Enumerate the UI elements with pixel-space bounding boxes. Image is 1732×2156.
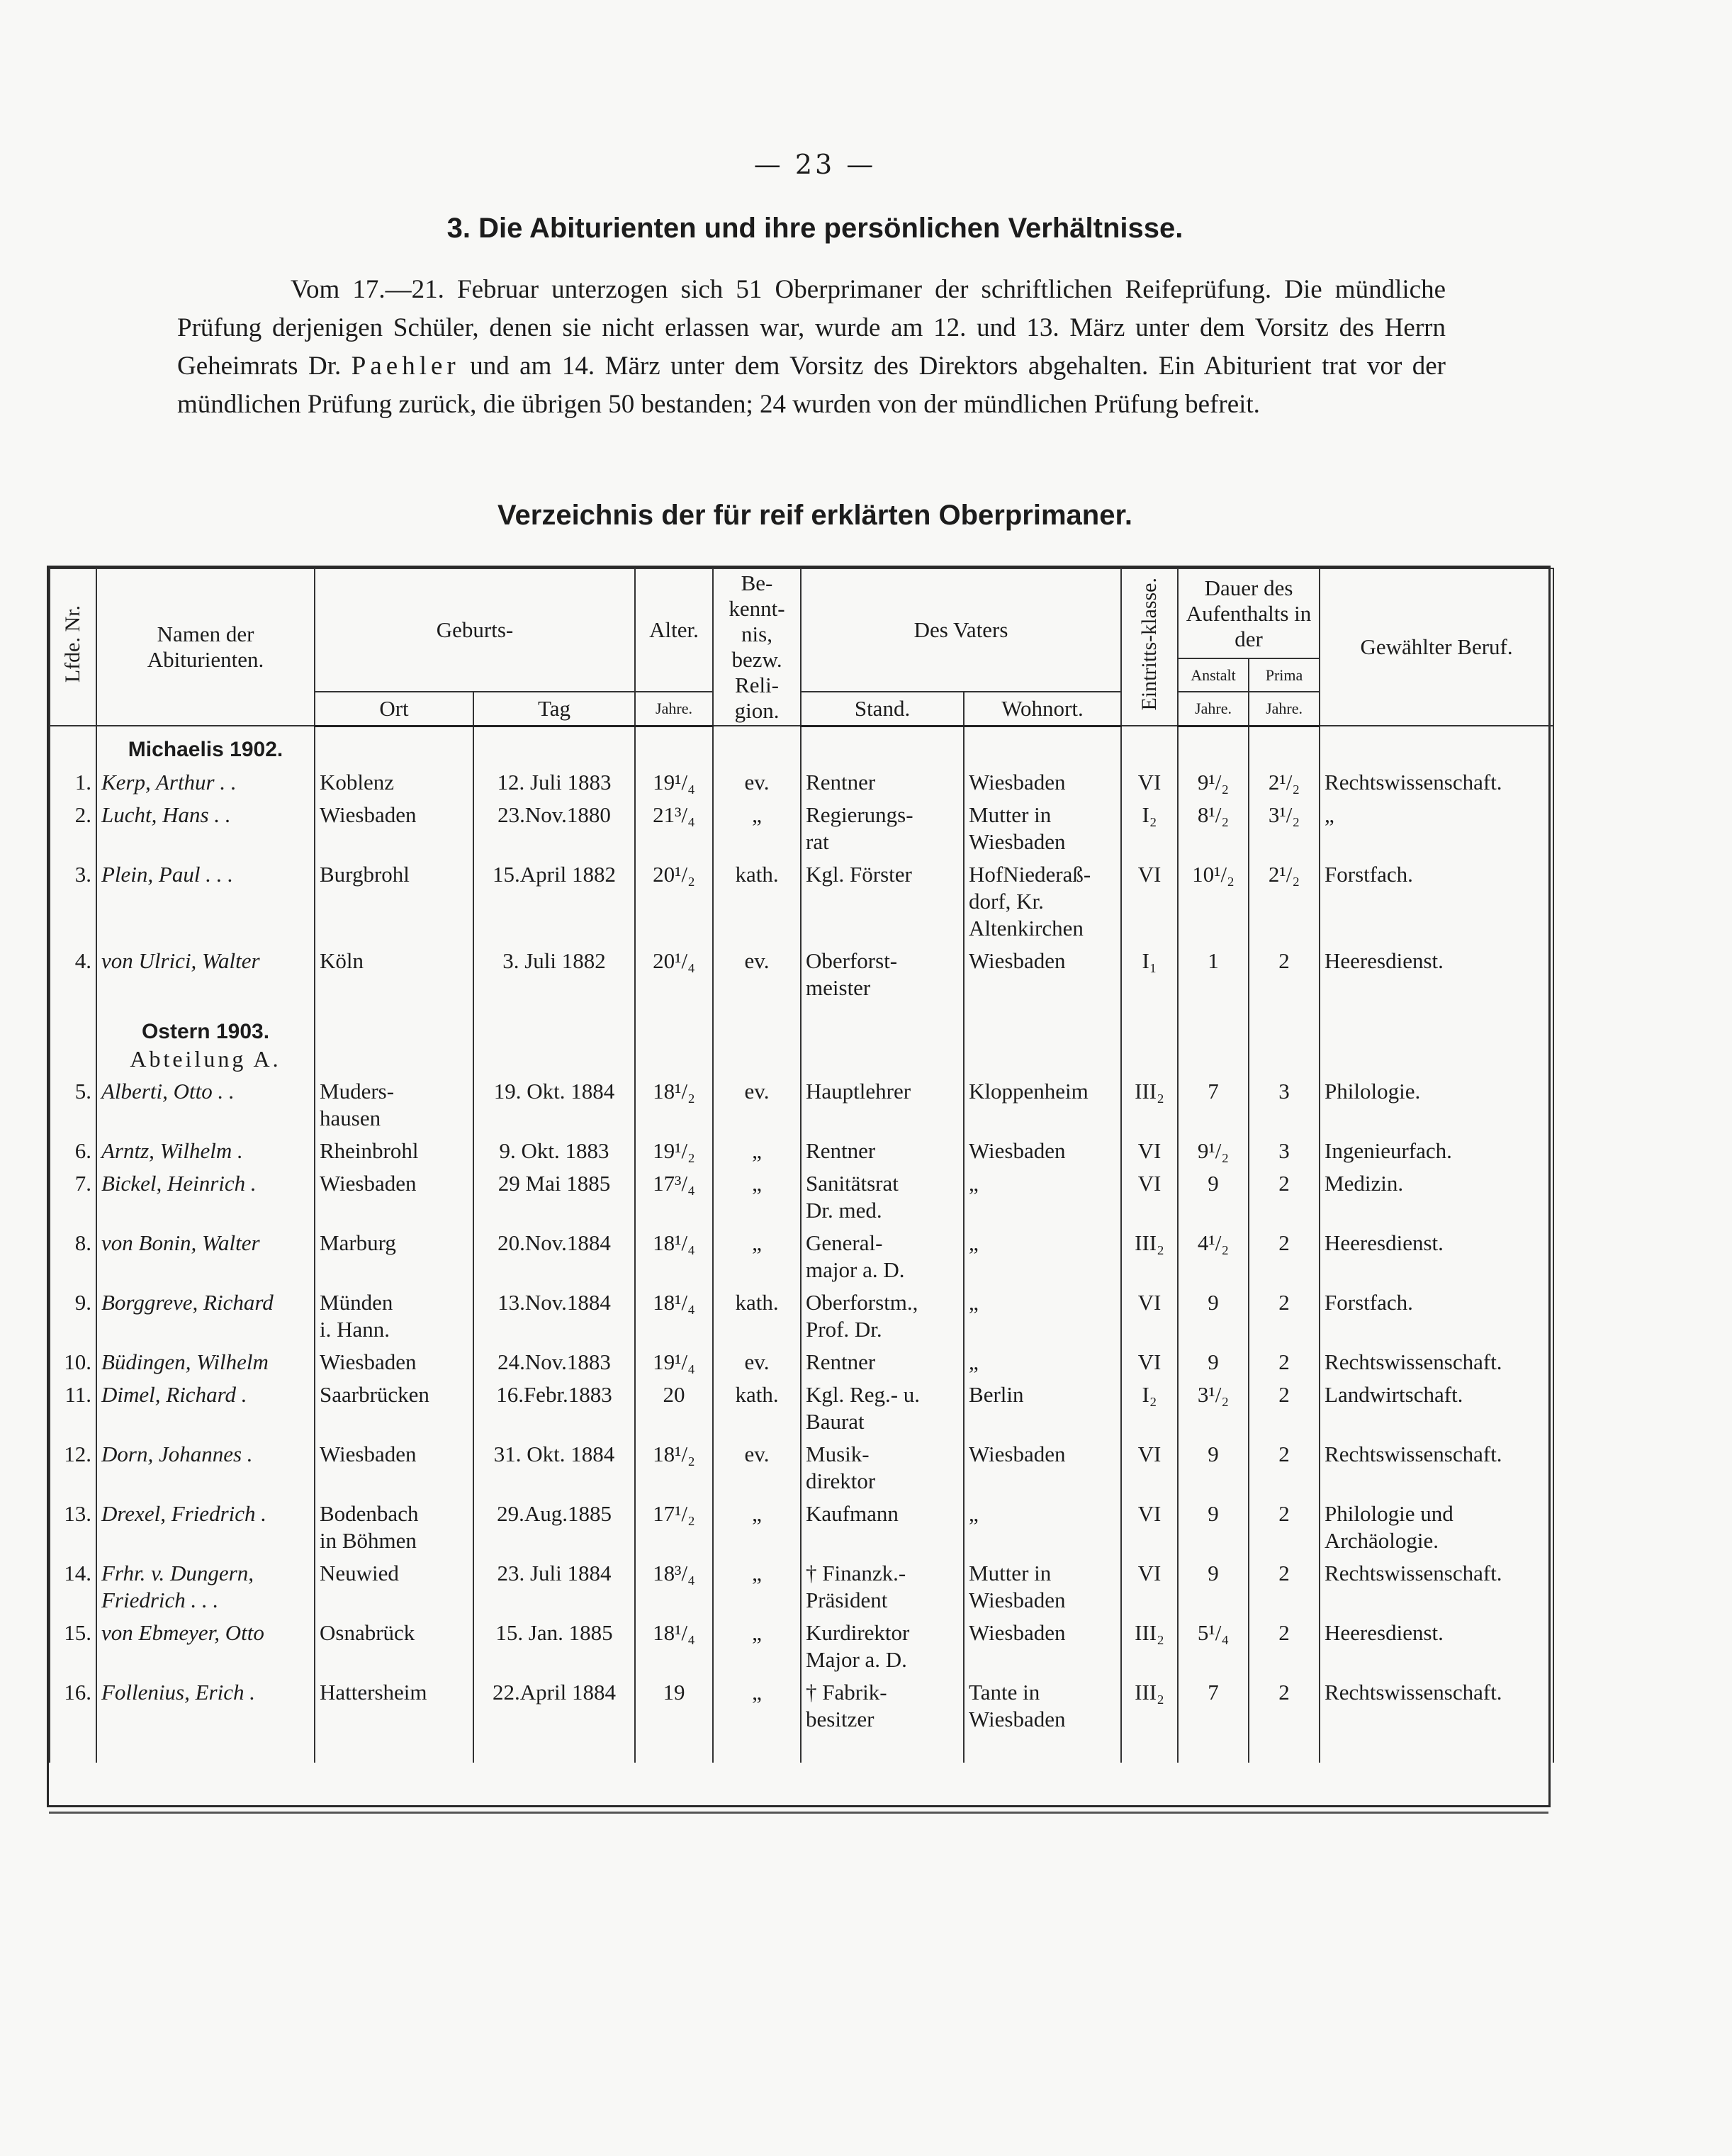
cell-name: von Ulrici, Walter (96, 945, 315, 1004)
cell-stand: Rentner (801, 1135, 964, 1167)
cell-name: Frhr. v. Dungern, Friedrich . . . (96, 1557, 315, 1617)
cell-wohnort: Kloppenheim (964, 1075, 1121, 1135)
table-row (50, 1676, 1553, 1736)
table-body (50, 726, 1553, 1763)
cell-name: Arntz, Wilhelm . (96, 1135, 315, 1167)
cell-stand: Oberforst- meister (801, 945, 964, 1004)
cell-name: Lucht, Hans . . (96, 799, 315, 858)
cell-name: Büdingen, Wilhelm (96, 1346, 315, 1379)
cell-rel: „ (713, 1557, 801, 1617)
cell-anstalt: 8¹/₂ (1178, 799, 1249, 858)
cell-rel: ev. (713, 1438, 801, 1498)
cell-alter: 18¹/₄ (635, 1617, 713, 1676)
cell-anstalt: 9 (1178, 1286, 1249, 1346)
cell-nr: 4. (50, 945, 96, 1004)
cell-tag: 16.Febr.1883 (473, 1379, 635, 1438)
cell-tag: 20.Nov.1884 (473, 1227, 635, 1286)
cell-rel: „ (713, 1676, 801, 1736)
cell-beruf: Rechtswissenschaft. (1320, 1557, 1553, 1617)
cell-klasse: VI (1121, 1346, 1178, 1379)
cell-wohnort: Wiesbaden (964, 945, 1121, 1004)
cell-anstalt: 7 (1178, 1676, 1249, 1736)
cell-tag: 3. Juli 1882 (473, 945, 635, 1004)
cell-beruf: Heeresdienst. (1320, 1617, 1553, 1676)
cell-klasse: III₂ (1121, 1617, 1178, 1676)
table-title: Verzeichnis der für reif erklärten Oberprimaner. (497, 500, 1132, 531)
cell-ort: Rheinbrohl (315, 1135, 473, 1167)
table-row (50, 1617, 1553, 1676)
cell-beruf: Forstfach. (1320, 1286, 1553, 1346)
cell-rel: „ (713, 1498, 801, 1557)
cell-anstalt: 9¹/₂ (1178, 1135, 1249, 1167)
cell-tag: 13.Nov.1884 (473, 1286, 635, 1346)
cell-klasse: III₂ (1121, 1075, 1178, 1135)
cell-wohnort: Wiesbaden (964, 1617, 1121, 1676)
cell-ort: Münden i. Hann. (315, 1286, 473, 1346)
cell-rel: kath. (713, 1286, 801, 1346)
cell-rel: kath. (713, 858, 801, 945)
cell-anstalt: 1 (1178, 945, 1249, 1004)
group-row-michaelis (50, 726, 1553, 766)
cell-stand: † Fabrik- besitzer (801, 1676, 964, 1736)
cell-ort: Wiesbaden (315, 1438, 473, 1498)
table-row (50, 1075, 1553, 1135)
cell-klasse: I₁ (1121, 945, 1178, 1004)
header-eintritts: Eintritts-klasse. (1121, 568, 1178, 726)
cell-rel: „ (713, 1167, 801, 1227)
cell-alter: 18¹/₄ (635, 1286, 713, 1346)
cell-name: von Bonin, Walter (96, 1227, 315, 1286)
cell-tag: 23. Juli 1884 (473, 1557, 635, 1617)
cell-tag: 19. Okt. 1884 (473, 1075, 635, 1135)
cell-klasse: VI (1121, 858, 1178, 945)
header-bekenntnis: Be-kennt-nis, bezw. Reli-gion. (713, 568, 801, 726)
cell-nr: 11. (50, 1379, 96, 1438)
cell-prima: 2 (1249, 1498, 1320, 1557)
cell-prima: 2 (1249, 1379, 1320, 1438)
cell-name: Borggreve, Richard (96, 1286, 315, 1346)
cell-tag: 24.Nov.1883 (473, 1346, 635, 1379)
cell-ort: Wiesbaden (315, 799, 473, 858)
cell-name: Dorn, Johannes . (96, 1438, 315, 1498)
cell-stand: Regierungs- rat (801, 799, 964, 858)
cell-klasse: III₂ (1121, 1676, 1178, 1736)
cell-name: Plein, Paul . . . (96, 858, 315, 945)
cell-tag: 29 Mai 1885 (473, 1167, 635, 1227)
cell-stand: Kaufmann (801, 1498, 964, 1557)
graduates-table-frame (47, 566, 1551, 1807)
cell-alter: 18³/₄ (635, 1557, 713, 1617)
cell-wohnort: „ (964, 1498, 1121, 1557)
cell-tag: 15.April 1882 (473, 858, 635, 945)
cell-ort: Marburg (315, 1227, 473, 1286)
cell-klasse: VI (1121, 766, 1178, 799)
table-row (50, 766, 1553, 799)
cell-anstalt: 9 (1178, 1438, 1249, 1498)
cell-nr: 3. (50, 858, 96, 945)
cell-klasse: VI (1121, 1557, 1178, 1617)
cell-beruf: Rechtswissenschaft. (1320, 1438, 1553, 1498)
graduates-table (49, 568, 1554, 1763)
cell-prima: 2 (1249, 1676, 1320, 1736)
cell-klasse: VI (1121, 1438, 1178, 1498)
table-row (50, 1438, 1553, 1498)
header-anstalt: Anstalt (1178, 658, 1249, 692)
cell-nr: 13. (50, 1498, 96, 1557)
group-ostern: Ostern 1903. (141, 1020, 270, 1043)
cell-ort: Wiesbaden (315, 1167, 473, 1227)
cell-prima: 2 (1249, 1438, 1320, 1498)
cell-anstalt: 9 (1178, 1167, 1249, 1227)
cell-stand: General- major a. D. (801, 1227, 964, 1286)
header-alter-jahre: Jahre. (635, 692, 713, 726)
cell-rel: „ (713, 1617, 801, 1676)
intro-text-2: und am 14. März unter dem Vorsitz des Direktors abgehalten. Ein Abiturient trat vor der mündlichen Prüfung zurück, die übrigen 50 bestanden; 24 wurden von der mündlichen Prüfung befreit. (177, 352, 1446, 419)
cell-stand: † Finanzk.- Präsident (801, 1557, 964, 1617)
header-namen: Namen der Abiturienten. (96, 568, 315, 726)
cell-ort: Saarbrücken (315, 1379, 473, 1438)
cell-nr: 6. (50, 1135, 96, 1167)
cell-name: von Ebmeyer, Otto (96, 1617, 315, 1676)
table-header (50, 568, 1553, 726)
cell-stand: Rentner (801, 1346, 964, 1379)
cell-beruf: Landwirtschaft. (1320, 1379, 1553, 1438)
cell-alter: 20¹/₂ (635, 858, 713, 945)
cell-tag: 23.Nov.1880 (473, 799, 635, 858)
cell-stand: Hauptlehrer (801, 1075, 964, 1135)
cell-prima: 2¹/₂ (1249, 766, 1320, 799)
cell-ort: Neuwied (315, 1557, 473, 1617)
table-row (50, 1346, 1553, 1379)
group-row (50, 1004, 1553, 1075)
cell-ort: Koblenz (315, 766, 473, 799)
cell-stand: Kgl. Förster (801, 858, 964, 945)
cell-wohnort: Mutter in Wiesbaden (964, 1557, 1121, 1617)
cell-stand: Kurdirektor Major a. D. (801, 1617, 964, 1676)
table-row (50, 945, 1553, 1004)
cell-beruf: Rechtswissenschaft. (1320, 766, 1553, 799)
cell-nr: 7. (50, 1167, 96, 1227)
cell-name: Dimel, Richard . (96, 1379, 315, 1438)
cell-wohnort: Wiesbaden (964, 1438, 1121, 1498)
cell-beruf: Rechtswissenschaft. (1320, 1346, 1553, 1379)
cell-alter: 17¹/₂ (635, 1498, 713, 1557)
table-row (50, 1286, 1553, 1346)
cell-klasse: VI (1121, 1286, 1178, 1346)
table-row (50, 1379, 1553, 1438)
intro-paragraph (177, 271, 1446, 424)
cell-klasse: VI (1121, 1167, 1178, 1227)
table-row (50, 1135, 1553, 1167)
header-beruf: Gewählter Beruf. (1320, 568, 1553, 726)
cell-ort: Muders- hausen (315, 1075, 473, 1135)
group-abteilung: Abteilung A. (130, 1046, 281, 1072)
cell-rel: ev. (713, 766, 801, 799)
header-prima: Prima (1249, 658, 1320, 692)
cell-anstalt: 5¹/₄ (1178, 1617, 1249, 1676)
header-ort: Ort (315, 692, 473, 726)
cell-stand: Kgl. Reg.- u. Baurat (801, 1379, 964, 1438)
group-michaelis: Michaelis 1902. (96, 726, 315, 766)
cell-alter: 18¹/₄ (635, 1227, 713, 1286)
cell-wohnort: Wiesbaden (964, 766, 1121, 799)
cell-prima: 2 (1249, 1227, 1320, 1286)
cell-prima: 2 (1249, 1617, 1320, 1676)
table-row (50, 1557, 1553, 1617)
cell-klasse: VI (1121, 1135, 1178, 1167)
table-row (50, 1498, 1553, 1557)
cell-prima: 3 (1249, 1075, 1320, 1135)
cell-nr: 12. (50, 1438, 96, 1498)
intro-text-1: Vom 17.—21. Februar unterzogen sich 51 Oberprimaner der schriftlichen Reifeprüfung. Die mündliche Prüfung derjenigen Schüler, denen sie nicht erlassen war, wurde am 12. und 13. März unter dem Vorsitz des Herrn Geheimrats Dr. (177, 275, 1446, 381)
cell-wohnort: Wiesbaden (964, 1135, 1121, 1167)
cell-name: Follenius, Erich . (96, 1676, 315, 1736)
cell-prima: 3¹/₂ (1249, 799, 1320, 858)
cell-name: Kerp, Arthur . . (96, 766, 315, 799)
cell-wohnort: „ (964, 1346, 1121, 1379)
cell-alter: 19¹/₂ (635, 1135, 713, 1167)
cell-ort: Osnabrück (315, 1617, 473, 1676)
cell-prima: 2 (1249, 1557, 1320, 1617)
cell-nr: 9. (50, 1286, 96, 1346)
cell-anstalt: 10¹/₂ (1178, 858, 1249, 945)
header-prima-jahre: Jahre. (1249, 692, 1320, 726)
cell-anstalt: 7 (1178, 1075, 1249, 1135)
cell-nr: 10. (50, 1346, 96, 1379)
cell-anstalt: 9 (1178, 1498, 1249, 1557)
cell-beruf: Forstfach. (1320, 858, 1553, 945)
cell-anstalt: 4¹/₂ (1178, 1227, 1249, 1286)
cell-beruf: Heeresdienst. (1320, 945, 1553, 1004)
cell-nr: 5. (50, 1075, 96, 1135)
cell-ort: Burgbrohl (315, 858, 473, 945)
cell-alter: 20¹/₄ (635, 945, 713, 1004)
cell-klasse: I₂ (1121, 1379, 1178, 1438)
cell-beruf: Philologie und Archäologie. (1320, 1498, 1553, 1557)
cell-anstalt: 9¹/₂ (1178, 766, 1249, 799)
cell-rel: „ (713, 1135, 801, 1167)
cell-rel: ev. (713, 945, 801, 1004)
cell-anstalt: 9 (1178, 1346, 1249, 1379)
cell-alter: 18¹/₂ (635, 1075, 713, 1135)
cell-ort: Wiesbaden (315, 1346, 473, 1379)
header-nr: Lfde. Nr. (50, 568, 96, 726)
header-geburts: Geburts- (315, 568, 635, 692)
cell-beruf: Philologie. (1320, 1075, 1553, 1135)
cell-prima: 2¹/₂ (1249, 858, 1320, 945)
table-row (50, 1167, 1553, 1227)
cell-prima: 2 (1249, 1346, 1320, 1379)
cell-wohnort: „ (964, 1286, 1121, 1346)
cell-beruf: „ (1320, 799, 1553, 858)
cell-tag: 15. Jan. 1885 (473, 1617, 635, 1676)
cell-beruf: Heeresdienst. (1320, 1227, 1553, 1286)
cell-tag: 9. Okt. 1883 (473, 1135, 635, 1167)
cell-alter: 19 (635, 1676, 713, 1736)
cell-nr: 14. (50, 1557, 96, 1617)
cell-name: Alberti, Otto . . (96, 1075, 315, 1135)
cell-rel: ev. (713, 1075, 801, 1135)
cell-anstalt: 9 (1178, 1557, 1249, 1617)
cell-alter: 19¹/₄ (635, 766, 713, 799)
cell-name: Bickel, Heinrich . (96, 1167, 315, 1227)
section-title: 3. Die Abiturienten und ihre persönlichen Verhältnisse. (446, 213, 1183, 244)
intro-name: Paehler (351, 352, 460, 381)
cell-alter: 19¹/₄ (635, 1346, 713, 1379)
cell-nr: 2. (50, 799, 96, 858)
cell-ort: Hattersheim (315, 1676, 473, 1736)
cell-nr: 15. (50, 1617, 96, 1676)
cell-alter: 20 (635, 1379, 713, 1438)
cell-klasse: I₂ (1121, 799, 1178, 858)
header-dauer: Dauer des Aufenthalts in der (1178, 568, 1320, 658)
cell-rel: kath. (713, 1379, 801, 1438)
cell-prima: 2 (1249, 1167, 1320, 1227)
table-row (50, 1227, 1553, 1286)
cell-beruf: Ingenieurfach. (1320, 1135, 1553, 1167)
cell-wohnort: HofNiederaß- dorf, Kr. Altenkirchen (964, 858, 1121, 945)
header-anstalt-jahre: Jahre. (1178, 692, 1249, 726)
cell-tag: 29.Aug.1885 (473, 1498, 635, 1557)
cell-beruf: Rechtswissenschaft. (1320, 1676, 1553, 1736)
cell-beruf: Medizin. (1320, 1167, 1553, 1227)
cell-ort: Köln (315, 945, 473, 1004)
header-wohnort: Wohnort. (964, 692, 1121, 726)
cell-prima: 3 (1249, 1135, 1320, 1167)
cell-wohnort: „ (964, 1167, 1121, 1227)
cell-prima: 2 (1249, 945, 1320, 1004)
cell-wohnort: Mutter in Wiesbaden (964, 799, 1121, 858)
cell-wohnort: Berlin (964, 1379, 1121, 1438)
table-spacer (50, 1736, 1553, 1763)
header-stand: Stand. (801, 692, 964, 726)
cell-stand: Musik- direktor (801, 1438, 964, 1498)
table-row (50, 858, 1553, 945)
cell-rel: ev. (713, 1346, 801, 1379)
header-des-vaters: Des Vaters (801, 568, 1121, 692)
cell-rel: „ (713, 1227, 801, 1286)
cell-wohnort: Tante in Wiesbaden (964, 1676, 1121, 1736)
cell-tag: 31. Okt. 1884 (473, 1438, 635, 1498)
cell-rel: „ (713, 799, 801, 858)
cell-name: Drexel, Friedrich . (96, 1498, 315, 1557)
cell-tag: 12. Juli 1883 (473, 766, 635, 799)
header-tag: Tag (473, 692, 635, 726)
cell-nr: 1. (50, 766, 96, 799)
cell-nr: 16. (50, 1676, 96, 1736)
cell-wohnort: „ (964, 1227, 1121, 1286)
table-row (50, 799, 1553, 858)
cell-tag: 22.April 1884 (473, 1676, 635, 1736)
cell-ort: Bodenbach in Böhmen (315, 1498, 473, 1557)
page-number: — 23 — (753, 149, 877, 180)
cell-stand: Oberforstm., Prof. Dr. (801, 1286, 964, 1346)
cell-stand: Sanitätsrat Dr. med. (801, 1167, 964, 1227)
cell-stand: Rentner (801, 766, 964, 799)
cell-klasse: VI (1121, 1498, 1178, 1557)
cell-prima: 2 (1249, 1286, 1320, 1346)
cell-alter: 18¹/₂ (635, 1438, 713, 1498)
header-alter: Alter. (635, 568, 713, 692)
cell-nr: 8. (50, 1227, 96, 1286)
cell-alter: 21³/₄ (635, 799, 713, 858)
cell-alter: 17³/₄ (635, 1167, 713, 1227)
cell-anstalt: 3¹/₂ (1178, 1379, 1249, 1438)
cell-klasse: III₂ (1121, 1227, 1178, 1286)
